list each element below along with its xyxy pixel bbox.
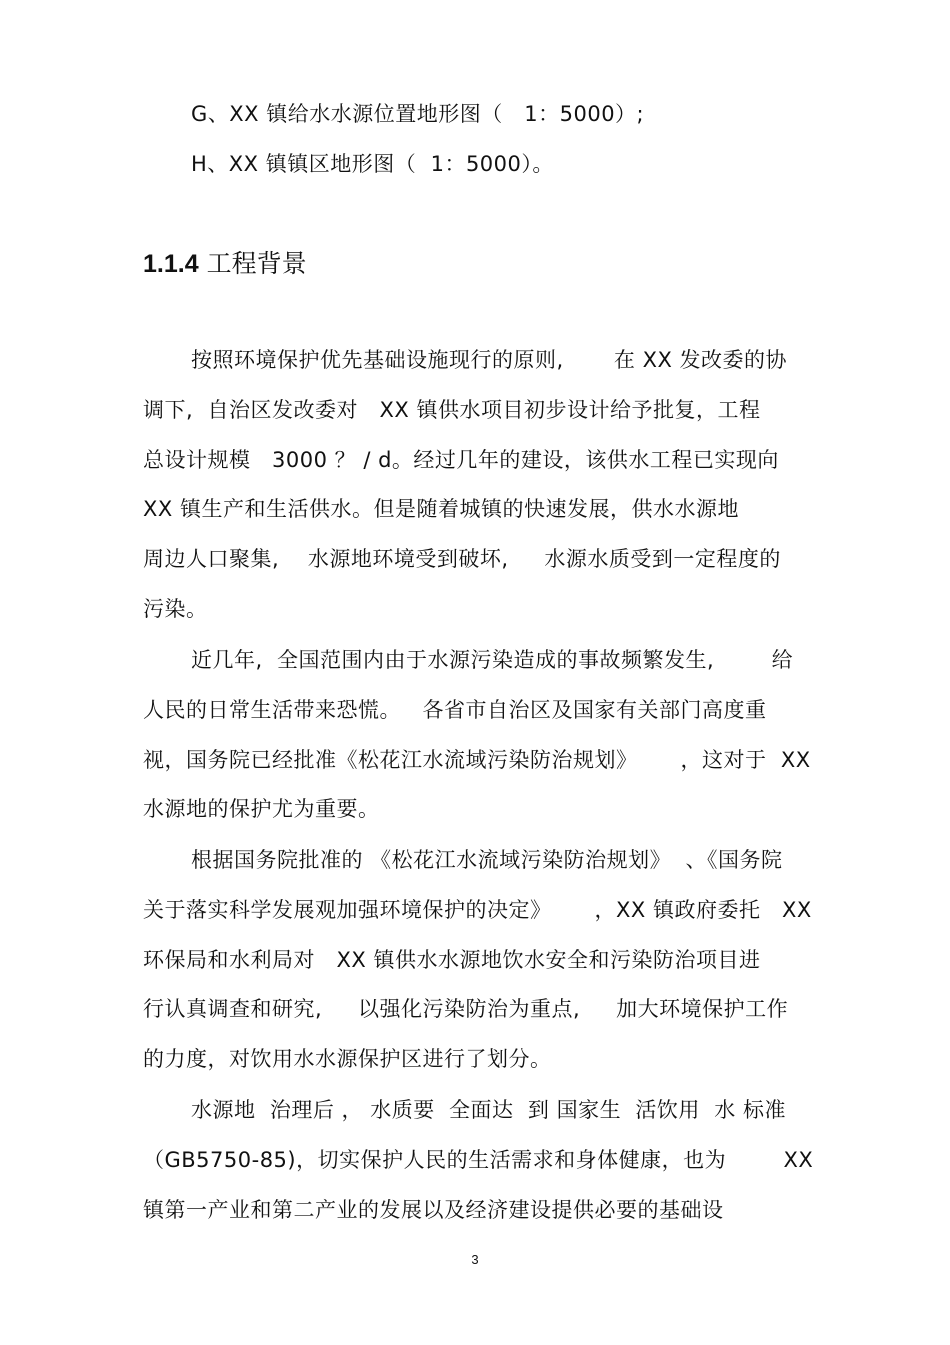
paragraph-4-line-2: （GB5750-85)，切实保护人民的生活需求和身体健康，也为 XX: [143, 1148, 814, 1172]
paragraph-3-line-4: 行认真调查和研究, 以强化污染防治为重点, 加大环境保护工作: [143, 997, 789, 1021]
paragraph-3-line-1: 根据国务院批准的 《松花江水流域污染防治规划》 、《国务院: [191, 848, 783, 872]
paragraph-2-line-1: 近几年, 全国范围内由于水源污染造成的事故频繁发生, 给: [191, 648, 794, 672]
paragraph-4-line-1: 水源地 治理后 ， 水质要 全面达 到 国家生 活饮用 水 标准: [191, 1098, 786, 1122]
paragraph-3-line-3: 环保局和水利局对 XX 镇供水水源地饮水安全和污染防治项目进: [143, 948, 761, 972]
paragraph-2-line-3: 视，国务院已经批准《松花江水流域污染防治规划》 ，这对于 XX: [143, 748, 811, 772]
paragraph-3-line-5: 的力度，对饮用水水源保护区进行了划分。: [143, 1047, 552, 1071]
paragraph-1-line-6: 污染。: [143, 597, 208, 621]
paragraph-3-line-2: 关于落实科学发展观加强环境保护的决定》 ，XX 镇政府委托 XX: [143, 898, 812, 922]
paragraph-1-line-4: XX 镇生产和生活供水。但是随着城镇的快速发展，供水水源地: [143, 497, 739, 521]
list-item-g: G、XX 镇给水水源位置地形图（ 1：5000）;: [191, 102, 645, 126]
section-title: 工程背景: [206, 249, 307, 278]
section-number: 1.1.4: [143, 250, 199, 278]
paragraph-2-line-2: 人民的日常生活带来恐慌。 各省市自治区及国家有关部门高度重: [143, 698, 767, 722]
section-heading: [143, 247, 307, 281]
paragraph-1-line-3: 总设计规模 3000 ？ / d。经过几年的建设，该供水工程已实现向: [143, 448, 779, 472]
paragraph-4-line-3: 镇第一产业和第二产业的发展以及经济建设提供必要的基础设: [143, 1198, 724, 1222]
paragraph-2-line-4: 水源地的保护尤为重要。: [143, 797, 380, 821]
list-item-h: H、XX 镇镇区地形图（ 1：5000）。: [191, 152, 554, 176]
paragraph-1-line-1: 按照环境保护优先基础设施现行的原则, 在 XX 发改委的协: [191, 348, 788, 372]
paragraph-1-line-2: 调下, 自治区发改委对 XX 镇供水项目初步设计给予批复，工程: [143, 398, 761, 422]
paragraph-1-line-5: 周边人口聚集, 水源地环境受到破坏, 水源水质受到一定程度的: [143, 547, 781, 571]
page-number: 3: [471, 1252, 479, 1267]
